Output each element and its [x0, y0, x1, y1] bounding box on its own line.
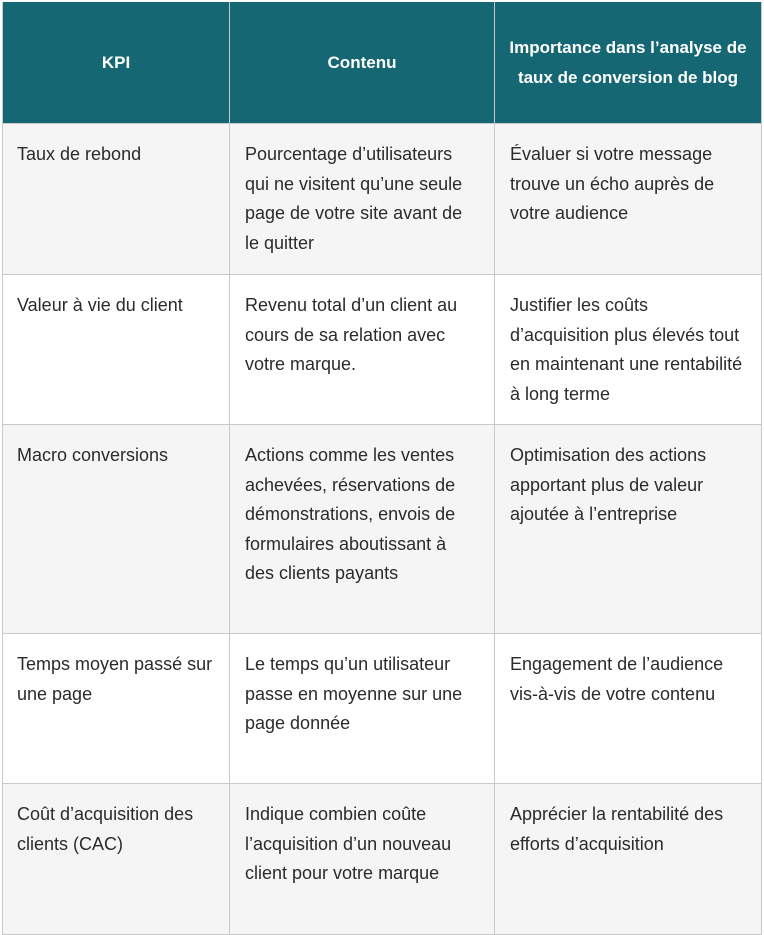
kpi-cell: Coût d’acquisition des clients (CAC) — [3, 784, 230, 935]
importance-cell: Optimisation des actions apportant plus de valeur ajoutée à l’entreprise — [495, 425, 762, 634]
importance-cell: Justifier les coûts d’acquisition plus élevés tout en maintenant une rentabilité à long terme — [495, 275, 762, 425]
kpi-cell: Macro conversions — [3, 425, 230, 634]
table-row — [3, 634, 762, 784]
table-row — [3, 275, 762, 425]
table-body — [3, 124, 762, 935]
kpi-cell: Temps moyen passé sur une page — [3, 634, 230, 784]
table-row — [3, 784, 762, 935]
header-importance: Importance dans l’analyse de taux de conversion de blog — [495, 2, 762, 124]
kpi-table — [2, 2, 762, 935]
table-header — [3, 2, 762, 124]
table-row — [3, 425, 762, 634]
contenu-cell: Actions comme les ventes achevées, réservations de démonstrations, envois de formulaires aboutissant à des clients payants — [230, 425, 495, 634]
kpi-cell: Valeur à vie du client — [3, 275, 230, 425]
header-kpi: KPI — [3, 2, 230, 124]
importance-cell: Évaluer si votre message trouve un écho auprès de votre audience — [495, 124, 762, 275]
kpi-cell: Taux de rebond — [3, 124, 230, 275]
contenu-cell: Pourcentage d’utilisateurs qui ne visitent qu’une seule page de votre site avant de le quitter — [230, 124, 495, 275]
contenu-cell: Le temps qu’un utilisateur passe en moyenne sur une page donnée — [230, 634, 495, 784]
importance-cell: Apprécier la rentabilité des efforts d’acquisition — [495, 784, 762, 935]
table-row — [3, 124, 762, 275]
contenu-cell: Revenu total d’un client au cours de sa relation avec votre marque. — [230, 275, 495, 425]
importance-cell: Engagement de l’audience vis-à-vis de votre contenu — [495, 634, 762, 784]
contenu-cell: Indique combien coûte l’acquisition d’un nouveau client pour votre marque — [230, 784, 495, 935]
header-row — [3, 2, 762, 124]
header-contenu: Contenu — [230, 2, 495, 124]
kpi-table-container — [2, 2, 761, 935]
